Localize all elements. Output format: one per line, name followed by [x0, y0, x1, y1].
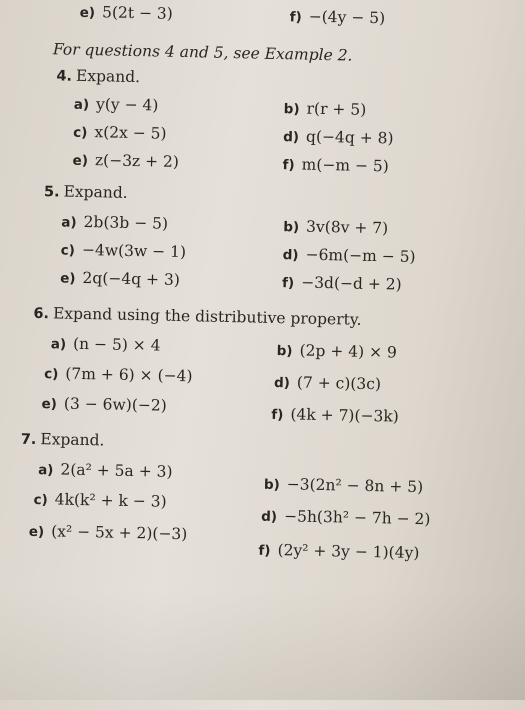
item-expression: 2(a² + 5a + 3) [60, 460, 173, 481]
item-label: f) [282, 157, 295, 174]
q7-item-d [261, 507, 431, 529]
q5-item-f [282, 273, 402, 293]
question-7-heading [21, 430, 105, 450]
item-label: e) [60, 270, 76, 287]
item-label: a) [73, 96, 90, 114]
item-expression: Expand using the distributive property. [52, 304, 362, 329]
q6-item-f [271, 405, 399, 426]
item-label: f) [258, 542, 271, 559]
item-label: a) [50, 336, 67, 353]
item-expression: (2y² + 3y − 1)(4y) [277, 541, 420, 563]
item-expression: q(−4q + 8) [305, 127, 394, 148]
item-label: e) [72, 152, 89, 170]
item-label: c) [43, 366, 59, 383]
item-label: e) [41, 396, 58, 413]
top-item-e [80, 3, 173, 23]
item-expression: −(4y − 5) [308, 7, 386, 28]
item-label: e) [79, 4, 96, 22]
item-expression: −3(2n² − 8n + 5) [286, 475, 424, 497]
item-expression: (7 + c)(3c) [296, 373, 382, 394]
item-label: c) [60, 242, 76, 259]
q5-item-e [60, 268, 180, 289]
item-expression: (n − 5) × 4 [72, 334, 161, 355]
q6-item-e [41, 394, 167, 415]
q5-item-a [61, 212, 168, 232]
q6-item-b [277, 341, 397, 362]
item-label: b) [283, 101, 300, 118]
item-expression: 5. [43, 184, 60, 201]
item-expression: 6. [33, 305, 50, 323]
top-item-f [290, 7, 386, 27]
item-expression: −6m(−m − 5) [305, 245, 416, 266]
item-label: d) [273, 374, 291, 392]
item-expression: (7m + 6) × (−4) [65, 364, 193, 386]
q7-item-e [29, 522, 188, 543]
q6-item-c [44, 364, 193, 385]
q7-item-f [258, 541, 419, 562]
item-expression: Expand. [63, 182, 128, 202]
item-label: f) [271, 406, 284, 424]
q4-item-d [283, 127, 394, 147]
q7-item-c [33, 490, 166, 511]
item-label: c) [33, 491, 48, 509]
item-expression: (x² − 5x + 2)(−3) [51, 522, 188, 544]
item-label: e) [28, 523, 45, 541]
item-label: a) [61, 214, 77, 231]
q6-item-d [274, 373, 381, 393]
item-label: f) [289, 9, 302, 26]
item-expression: 7. [20, 431, 37, 449]
item-label: b) [276, 343, 293, 360]
item-expression: x(2x − 5) [94, 123, 167, 143]
item-label: a) [37, 462, 54, 479]
item-label: b) [283, 219, 300, 236]
item-expression: Expand. [40, 430, 105, 450]
item-expression: y(y − 4) [95, 95, 159, 115]
item-expression: 5(2t − 3) [101, 3, 174, 23]
question-5-heading [44, 182, 128, 202]
item-label: d) [261, 508, 278, 526]
intro-text: For questions 4 and 5, see Example 2. [52, 40, 353, 65]
item-expression: −3d(−d + 2) [300, 273, 402, 294]
q4-item-b [284, 99, 367, 119]
item-label: c) [73, 124, 88, 142]
item-label: f) [281, 275, 295, 292]
item-expression: 2q(−4q + 3) [82, 268, 181, 289]
item-expression: 2b(3b − 5) [83, 212, 169, 233]
item-expression: 4k(k² + k − 3) [54, 490, 167, 511]
item-label: d) [282, 247, 299, 264]
item-expression: 4. [56, 68, 73, 85]
item-expression: z(−3z + 2) [94, 151, 180, 171]
q4-item-f [282, 155, 389, 175]
item-label: b) [263, 476, 280, 494]
item-expression: (4k + 7)(−3k) [290, 405, 399, 426]
item-expression: r(r + 5) [306, 99, 367, 119]
item-expression: Expand. [75, 66, 141, 87]
q6-item-a [51, 334, 161, 354]
q7-item-b [264, 475, 424, 496]
q4-item-a [74, 95, 159, 115]
item-expression: −5h(3h² − 7h − 2) [283, 507, 431, 529]
q5-item-b [283, 217, 388, 237]
item-expression: m(−m − 5) [301, 155, 390, 176]
question-6-heading [33, 304, 361, 329]
item-expression: (3 − 6w)(−2) [63, 394, 167, 415]
q4-item-c [73, 123, 167, 143]
q7-item-a [38, 460, 173, 481]
item-expression: −4w(3w − 1) [81, 240, 187, 262]
q5-item-d [283, 245, 416, 266]
item-expression: (2p + 4) × 9 [299, 341, 398, 362]
q4-item-e [72, 151, 179, 171]
item-expression: 3v(8v + 7) [305, 217, 389, 238]
item-label: d) [283, 129, 300, 146]
q5-item-c [61, 240, 187, 261]
page-shadow [0, 590, 525, 700]
question-4-heading [56, 66, 140, 86]
